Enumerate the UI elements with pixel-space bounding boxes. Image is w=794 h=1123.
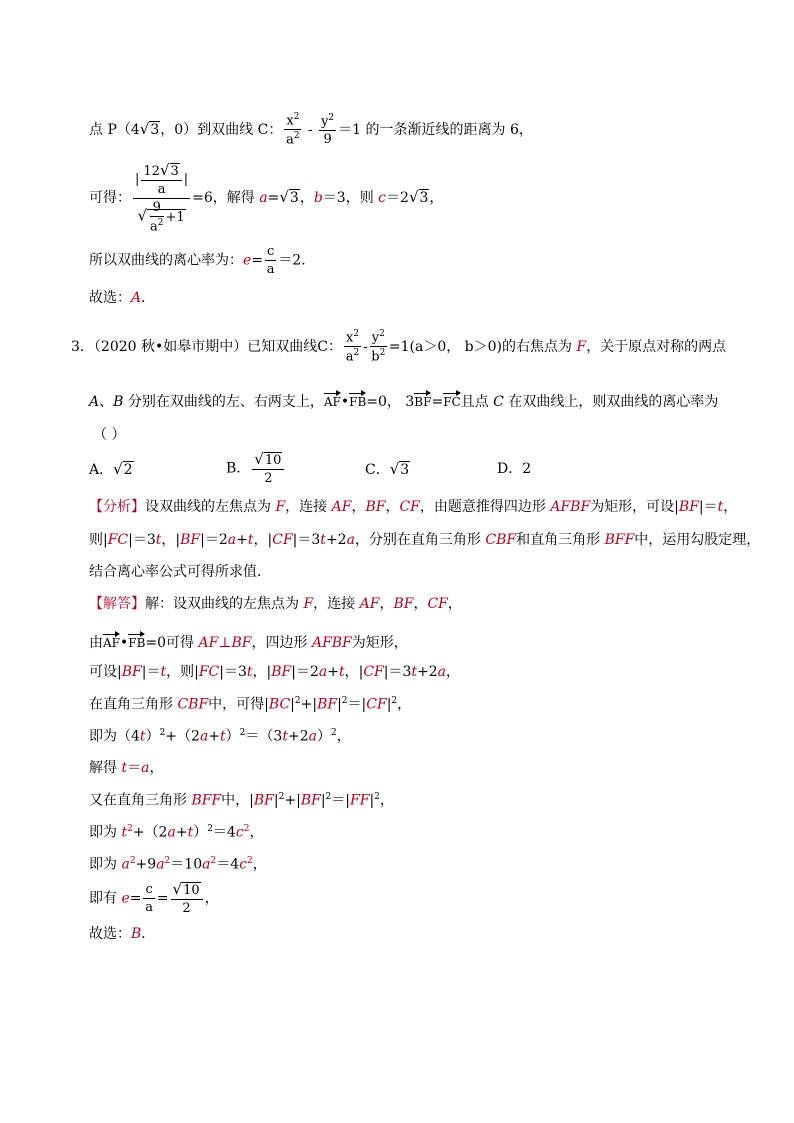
text: ＝2 — [386, 190, 409, 207]
problem-3-line-1 — [71, 330, 726, 364]
text: 可得： — [89, 190, 131, 207]
solution-line-8: 即为 $t^2+(2a+t)^2=4c^2$， — [89, 824, 264, 841]
text: 、 — [99, 394, 114, 410]
sqrt: √3 — [279, 188, 299, 207]
var: b — [313, 190, 323, 207]
text: 3．（2020 秋•如皋市期中）已知双曲线C： — [71, 338, 342, 355]
option-label: C． — [365, 462, 390, 478]
text: 所以双曲线的离心率为： — [89, 252, 243, 269]
sqrt: √3 — [139, 119, 160, 138]
fraction: $\frac{√10}{2}$ — [171, 882, 203, 915]
sqrt: √3 — [408, 188, 429, 207]
option-a — [89, 462, 134, 477]
fraction: $\frac{√10}{2}$ — [252, 452, 284, 485]
vector: FB — [349, 391, 366, 408]
text: - — [363, 338, 368, 355]
fraction: | $\frac{12√3}{a}$ | √ $\frac{9}{a^2}$ +1 — [135, 161, 189, 235]
var: a — [259, 190, 268, 207]
prev-line-4 — [89, 291, 155, 305]
text: = — [251, 252, 264, 269]
solution-line-5: 即为$(4t)^2+(2a+t)^2=(3t+2a)^2$， — [89, 728, 351, 745]
option-c — [365, 462, 410, 477]
text: =0， 3 — [366, 394, 415, 410]
fraction: $\frac{x^2}{a^2}$ — [286, 112, 300, 148]
solution-line-7: 又在直角三角形 BFF中，$|BF|^2+|BF|^2=|FF|^2$， — [89, 792, 394, 809]
text: 分别在双曲线的左、右两支上， — [123, 394, 324, 410]
var: A — [89, 394, 100, 410]
option-value: 2 — [522, 461, 532, 477]
vector: BF — [414, 391, 431, 408]
prev-line-3 — [89, 245, 315, 276]
text: • — [340, 394, 350, 410]
fraction: $\frac{y^2}{9}$ — [321, 112, 335, 147]
text: ，关于原点对称的两点 — [586, 338, 727, 355]
text: 点 P（4 — [89, 121, 140, 138]
fraction: $\frac{x^2}{a^2}$ — [345, 329, 360, 365]
analysis-line-2: 则|FC|＝3t，|BF|＝2a+t，|CF|＝3t+2a，分别在直角三角形 CBF和直角三角形 BFF中，运用勾股定理， — [89, 532, 761, 548]
vector: FC — [443, 391, 461, 408]
option-b — [226, 452, 286, 485]
text: 在双曲线上，则双曲线的离心率为 — [503, 394, 719, 410]
text: ， — [299, 190, 314, 207]
text: ＝3，则 — [322, 190, 379, 207]
fraction: $\frac{c}{a}$ — [145, 882, 153, 915]
problem-3-paren: （ ） — [93, 427, 126, 443]
text: =6，解得 — [192, 190, 260, 207]
fraction: $\frac{y^2}{b^2}$ — [371, 329, 386, 365]
solution-line-2: 由AF•FB=0可得 AF⊥BF，四边形 AFBF为矩形， — [89, 632, 408, 650]
solution-line-9: 即为 $a^2+9a^2=10a^2=4c^2$， — [89, 856, 267, 873]
text: ＝2． — [278, 252, 316, 269]
fraction: $\frac{c}{a}$ — [266, 244, 275, 277]
solution-tag: 【解答】 — [89, 596, 145, 612]
text: 故选： — [89, 290, 131, 306]
option-label: A． — [89, 462, 114, 478]
text: ， — [429, 190, 444, 207]
sqrt: √2 — [113, 460, 133, 478]
answer: A — [131, 290, 142, 306]
option-label: B． — [226, 460, 251, 477]
text: = — [431, 394, 444, 410]
analysis-line-3: 结合离心率公式可得所求值． — [89, 564, 271, 580]
text: ＝1 的一条渐近线的距离为 6， — [338, 121, 533, 138]
vector: FB — [128, 632, 145, 649]
answer: B — [131, 926, 142, 942]
var: c — [378, 190, 387, 207]
prev-line-2 — [89, 163, 443, 233]
text: ，0）到双曲线 C： — [160, 121, 283, 138]
analysis-line-1: 【分析】设双曲线的左焦点为 F，连接 AF，BF，CF，由题意推得四边形 AFBF为矩形，可设|BF|＝t， — [89, 499, 738, 515]
solution-line-10: 即有 e= $\frac{c}{a}$ = $\frac{√10}{2}$ ， — [89, 880, 219, 916]
option-label: D． — [497, 461, 523, 477]
text: - — [303, 121, 318, 138]
analysis-tag: 【分析】 — [89, 499, 145, 515]
var: B — [113, 394, 124, 410]
solution-line-4: 在直角三角形 CBF中，可得$|BC|^2+|BF|^2=|CF|^2$， — [89, 696, 412, 713]
problem-3-line-2 — [89, 391, 718, 409]
solution-line-11: 故选：B． — [89, 926, 156, 942]
option-d — [497, 462, 531, 476]
solution-line-1: 【解答】解：设双曲线的左焦点为 F，连接 AF，BF，CF， — [89, 596, 462, 612]
solution-line-6: 解得 t＝a， — [89, 760, 164, 776]
vector: AF — [324, 391, 341, 408]
vector: AF — [103, 632, 120, 649]
sqrt: √3 — [389, 460, 410, 478]
text: ． — [141, 290, 156, 306]
text: = — [267, 190, 280, 207]
prev-line-1 — [89, 113, 533, 147]
var: e — [243, 252, 252, 269]
var: C — [493, 394, 504, 410]
text: =1(a＞0， b＞0)的右焦点为 — [388, 338, 577, 355]
var: F — [576, 338, 587, 355]
text: 且点 — [460, 394, 494, 410]
solution-line-3: 可设|BF|＝t，则|FC|＝3t，|BF|＝2a+t，|CF|＝3t+2a， — [89, 664, 461, 680]
